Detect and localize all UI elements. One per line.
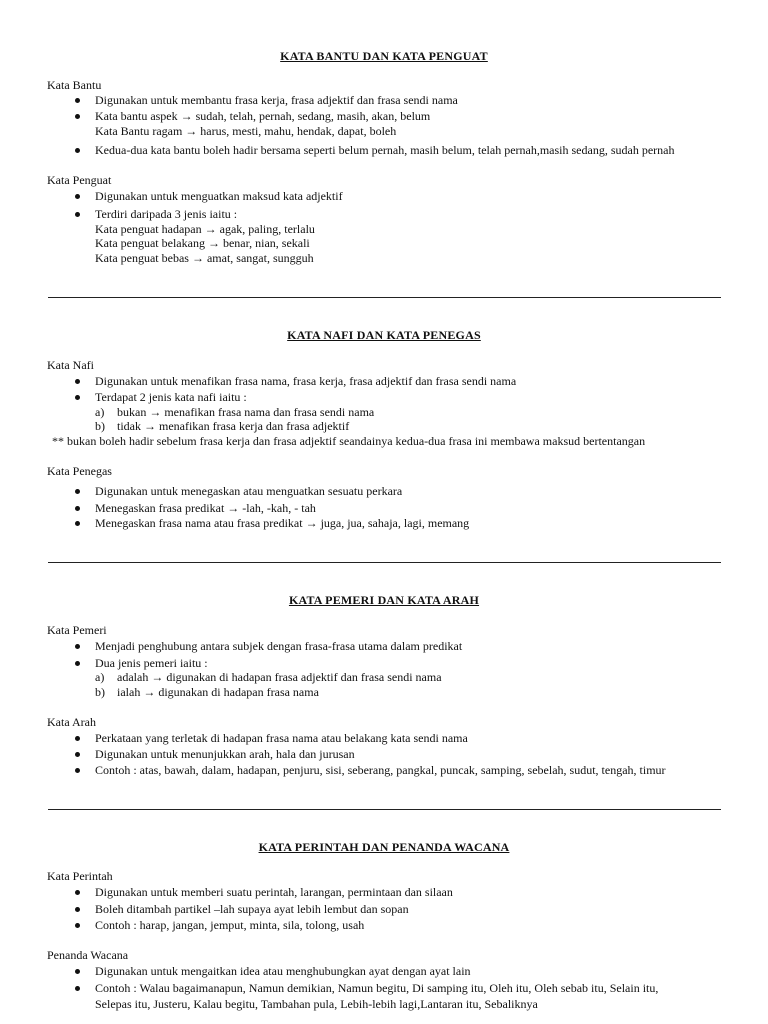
heading-kata-perintah: Kata Perintah <box>47 869 113 883</box>
bullet-icon <box>75 752 80 757</box>
list-item: Digunakan untuk mengaitkan idea atau menghubungkan ayat dengan ayat lain <box>95 964 471 978</box>
list-item: Digunakan untuk membantu frasa kerja, frasa adjektif dan frasa sendi nama <box>95 93 458 107</box>
list-item: Terdiri daripada 3 jenis iaitu : <box>95 207 238 221</box>
list-item: Perkataan yang terletak di hadapan frasa nama atau belakang kata sendi nama <box>95 731 468 745</box>
heading-kata-nafi: Kata Nafi <box>47 358 94 372</box>
list-item-continuation: Kata Bantu ragam → harus, mesti, mahu, hendak, dapat, boleh <box>95 124 397 138</box>
bullet-icon <box>75 907 80 912</box>
heading-kata-arah: Kata Arah <box>47 715 96 729</box>
note-text: ** bukan boleh hadir sebelum frasa kerja dan frasa adjektif seandainya kedua-dua frasa ini membawa maksud bertentangan <box>52 434 646 448</box>
bullet-icon <box>75 395 80 400</box>
bullet-icon <box>75 644 80 649</box>
list-item-continuation: Selepas itu, Justeru, Kalau begitu, Tambahan pula, Lebih-lebih lagi,Lantaran itu, Sebaliknya <box>95 997 538 1011</box>
list-item: Boleh ditambah partikel –lah supaya ayat lebih lembut dan sopan <box>95 902 409 916</box>
list-item: Contoh : Walau bagaimanapun, Namun demikian, Namun begitu, Di samping itu, Oleh itu, Oleh sebab itu, Selain itu, <box>95 981 659 995</box>
list-item: Digunakan untuk memberi suatu perintah, larangan, permintaan dan silaan <box>95 885 453 899</box>
list-item: Contoh : atas, bawah, dalam, hadapan, penjuru, sisi, seberang, pangkal, puncak, samping, sebelah, sudut, tengah, timur <box>95 763 666 777</box>
list-item: Digunakan untuk menguatkan maksud kata adjektif <box>95 189 343 203</box>
list-subitem: adalah → digunakan di hadapan frasa adjektif dan frasa sendi nama <box>117 670 442 684</box>
list-subitem: Kata penguat belakang → benar, nian, sekali <box>95 236 310 250</box>
bullet-icon <box>75 736 80 741</box>
section-title-nafi-penegas: KATA NAFI DAN KATA PENEGAS <box>287 328 481 342</box>
heading-kata-bantu: Kata Bantu <box>47 78 102 92</box>
bullet-icon <box>75 148 80 153</box>
heading-kata-pemeri: Kata Pemeri <box>47 623 107 637</box>
bullet-icon <box>75 114 80 119</box>
bullet-icon <box>75 212 80 217</box>
list-subitem: ialah → digunakan di hadapan frasa nama <box>117 685 319 699</box>
list-item: Contoh : harap, jangan, jemput, minta, sila, tolong, usah <box>95 918 365 932</box>
bullet-icon <box>75 506 80 511</box>
bullet-icon <box>75 379 80 384</box>
list-item: Dua jenis pemeri iaitu : <box>95 656 208 670</box>
section-title-bantu-penguat: KATA BANTU DAN KATA PENGUAT <box>280 49 488 63</box>
list-item: Menjadi penghubung antara subjek dengan frasa-frasa utama dalam predikat <box>95 639 463 653</box>
section-title-pemeri-arah: KATA PEMERI DAN KATA ARAH <box>288 593 480 607</box>
list-item: Digunakan untuk menegaskan atau menguatkan sesuatu perkara <box>95 484 403 498</box>
section-title-perintah-wacana: KATA PERINTAH DAN PENANDA WACANA <box>258 840 510 854</box>
list-item: Menegaskan frasa predikat → -lah, -kah, - tah <box>95 501 316 515</box>
list-marker: a) <box>95 670 105 684</box>
list-subitem: bukan → menafikan frasa nama dan frasa sendi nama <box>117 405 375 419</box>
heading-kata-penguat: Kata Penguat <box>47 173 112 187</box>
bullet-icon <box>75 489 80 494</box>
list-item: Digunakan untuk menunjukkan arah, hala dan jurusan <box>95 747 355 761</box>
list-subitem: Kata penguat bebas → amat, sangat, sungguh <box>95 251 314 265</box>
list-marker: b) <box>95 419 105 433</box>
section-divider <box>48 809 721 810</box>
list-subitem: tidak → menafikan frasa kerja dan frasa adjektif <box>117 419 350 433</box>
bullet-icon <box>75 923 80 928</box>
section-divider <box>48 297 721 298</box>
list-marker: a) <box>95 405 105 419</box>
bullet-icon <box>75 98 80 103</box>
heading-penanda-wacana: Penanda Wacana <box>47 948 129 962</box>
bullet-icon <box>75 661 80 666</box>
bullet-icon <box>75 768 80 773</box>
bullet-icon <box>75 194 80 199</box>
bullet-icon <box>75 890 80 895</box>
list-item: Kedua-dua kata bantu boleh hadir bersama seperti belum pernah, masih belum, telah pernah,masih sedang, sudah pernah <box>95 143 675 157</box>
heading-kata-penegas: Kata Penegas <box>47 464 112 478</box>
list-item: Kata bantu aspek → sudah, telah, pernah, sedang, masih, akan, belum <box>95 109 431 123</box>
list-item: Menegaskan frasa nama atau frasa predikat → juga, jua, sahaja, lagi, memang <box>95 516 470 530</box>
list-item: Digunakan untuk menafikan frasa nama, frasa kerja, frasa adjektif dan frasa sendi nama <box>95 374 517 388</box>
bullet-icon <box>75 986 80 991</box>
list-marker: b) <box>95 685 105 699</box>
bullet-icon <box>75 969 80 974</box>
section-divider <box>48 562 721 563</box>
bullet-icon <box>75 521 80 526</box>
list-subitem: Kata penguat hadapan → agak, paling, terlalu <box>95 222 315 236</box>
list-item: Terdapat 2 jenis kata nafi iaitu : <box>95 390 247 404</box>
